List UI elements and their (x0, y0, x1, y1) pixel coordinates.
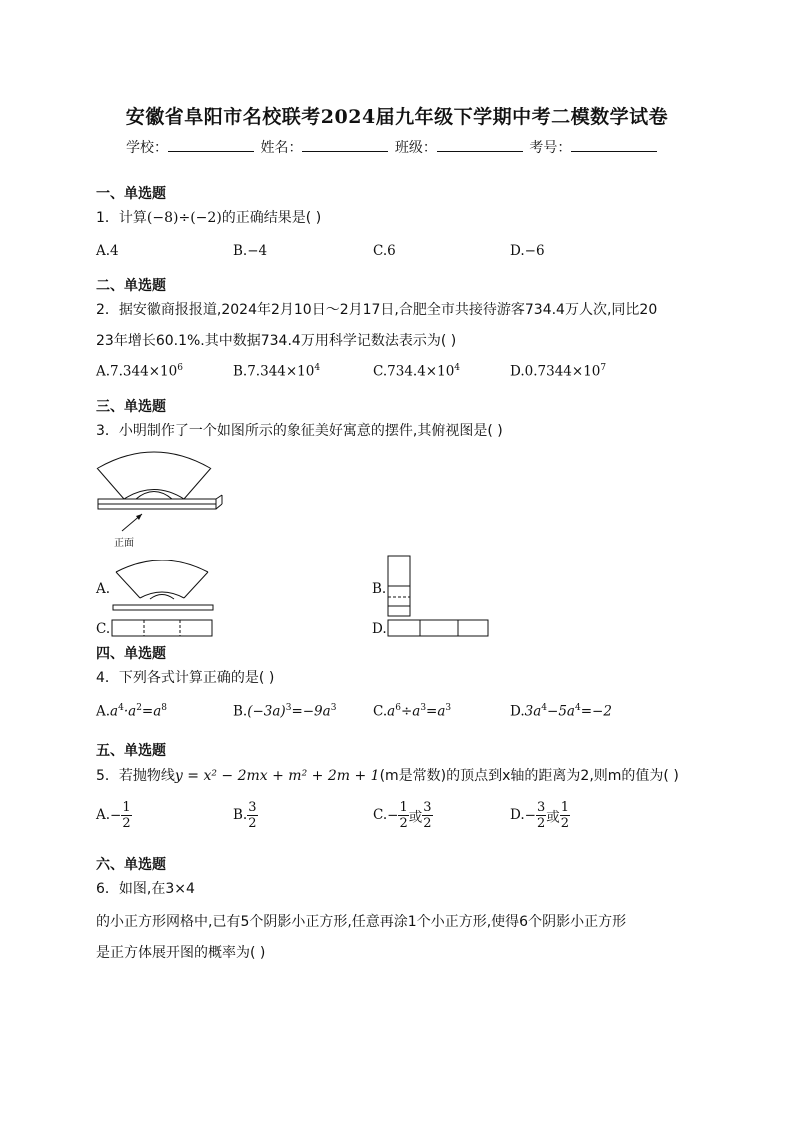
class-label: 班级： (394, 140, 437, 156)
q1-pre: 计算 (118, 210, 147, 226)
name-field[interactable] (302, 139, 388, 152)
q3-option-b-figure[interactable] (386, 555, 414, 619)
q2-option-c[interactable]: $C.734.4\times 10^4$ (373, 363, 461, 380)
q5-option-b[interactable]: B. $\frac{3}{2}$ (233, 800, 257, 831)
front-view-label: 正面 (114, 538, 134, 549)
q1-post: 的正确结果是( ) (221, 210, 322, 226)
school-field[interactable] (168, 139, 254, 152)
section-2-heading: 二、单选题 (96, 278, 166, 294)
q5-option-a[interactable]: A.− $\frac{1}{2}$ (96, 800, 131, 831)
q3-option-d-figure[interactable] (386, 618, 492, 640)
q4-option-a[interactable]: $A.a^4\cdot a^2=a^8$ (96, 703, 168, 720)
number-label: 考号： (529, 140, 572, 156)
exam-title: 安徽省阜阳市名校联考2024届九年级下学期中考二模数学试卷 (125, 106, 669, 128)
q4-option-d[interactable]: $D.3a^4-5a^4=-2$ (510, 703, 612, 720)
section-6-heading: 六、单选题 (96, 857, 166, 873)
name-label: 姓名： (260, 140, 303, 156)
q1-number: 1． (96, 210, 119, 226)
question-5: 5．若抛物线y = x² − 2mx + m² + 2m + 1(m是常数)的顶点到x轴的距离为2,则m的值为( ) (96, 768, 679, 784)
question-3: 3．小明制作了一个如图所示的象征美好寓意的摆件,其俯视图是( ) (96, 423, 503, 439)
q2-option-a[interactable]: $A.7.344\times 10^6$ (96, 363, 183, 380)
q3-option-a-label[interactable]: A. (96, 581, 111, 597)
q3-option-c-label[interactable]: C. (96, 621, 111, 637)
q2-option-d[interactable]: $D.0.7344\times 10^7$ (510, 363, 607, 380)
section-3-heading: 三、单选题 (96, 399, 166, 415)
section-4-heading: 四、单选题 (96, 646, 166, 662)
q3-ornament-figure (92, 446, 227, 552)
question-2-line-1: 2．据安徽商报报道,2024年2月10日～2月17日,合肥全市共接待游客734.4万人次,同比20 (96, 302, 658, 318)
question-6-line-1: 6．如图,在3×4 (96, 881, 195, 897)
question-1 (96, 207, 321, 227)
number-field[interactable] (571, 139, 657, 152)
q2-option-b[interactable]: $B.7.344\times 10^4$ (233, 363, 321, 380)
q1-option-a[interactable]: A.4 (96, 243, 119, 259)
question-4: 4．下列各式计算正确的是( ) (96, 670, 275, 686)
q1-expression: (−8)÷(−2) (146, 210, 222, 226)
q1-option-c[interactable]: C.6 (373, 243, 396, 259)
q5-option-c[interactable]: C.− $\frac{1}{2}$ 或 $\frac{3}{2}$ (373, 800, 432, 831)
class-field[interactable] (437, 139, 523, 152)
q3-option-a-figure[interactable] (110, 560, 216, 614)
q3-option-b-label[interactable]: B. (372, 581, 387, 597)
q4-option-b[interactable]: $B.(-3a)^3=-9a^3$ (233, 703, 337, 720)
q3-option-d-label[interactable]: D. (372, 621, 387, 637)
q1-option-d[interactable]: D.−6 (510, 243, 545, 259)
section-1-heading: 一、单选题 (96, 186, 166, 202)
q1-option-b[interactable]: B.−4 (233, 243, 268, 259)
school-label: 学校： (126, 140, 168, 156)
q5-option-d[interactable]: D.− $\frac{3}{2}$ 或 $\frac{1}{2}$ (510, 800, 570, 831)
q4-option-c[interactable]: $C.a^6\div a^3=a^3$ (373, 703, 452, 720)
question-2-line-2: 23年增长60.1%.其中数据734.4万用科学记数法表示为( ) (96, 333, 457, 349)
section-5-heading: 五、单选题 (96, 743, 166, 759)
question-6-line-2: 的小正方形网格中,已有5个阴影小正方形,任意再涂1个小正方形,使得6个阴影小正方形 (96, 914, 627, 930)
question-6-line-3: 是正方体展开图的概率为( ) (96, 945, 266, 961)
student-info-line (126, 137, 659, 157)
q3-option-c-figure[interactable] (110, 618, 216, 640)
